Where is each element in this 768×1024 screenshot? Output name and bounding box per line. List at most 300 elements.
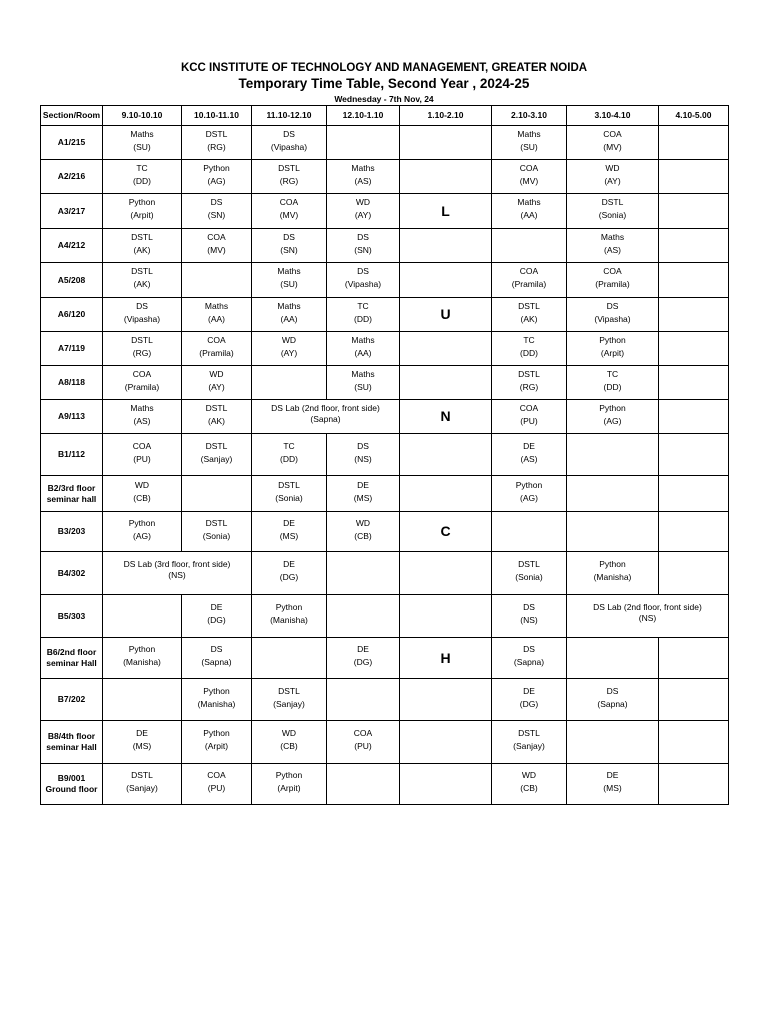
faculty-text: (Sapna) — [201, 657, 232, 667]
subject-text: DSTL — [131, 266, 153, 276]
subject-text: COA — [603, 266, 622, 276]
class-cell — [327, 194, 400, 229]
faculty-text: (NS) — [354, 453, 372, 464]
faculty-text: (AS) — [520, 453, 538, 464]
subject-text: Python — [128, 644, 156, 654]
subject-text: DS Lab (2nd floor, front side) — [271, 402, 380, 413]
faculty-text: (Sapna) — [597, 698, 628, 709]
faculty-text: (PU) — [520, 415, 538, 426]
empty-cell — [659, 126, 729, 160]
room-label: B6/2nd floor — [46, 647, 97, 657]
subject-text: DE — [357, 479, 369, 490]
class-cell — [327, 332, 400, 366]
class-cell — [327, 229, 400, 263]
subject-text: DS — [357, 231, 369, 242]
table-row — [41, 512, 729, 552]
subject-text: DSTL — [601, 197, 624, 207]
empty-cell — [327, 126, 400, 160]
class-cell — [492, 366, 567, 400]
class-cell — [252, 764, 327, 805]
class-cell — [103, 332, 182, 366]
subject-text: Python — [275, 770, 303, 780]
timetable-title: Temporary Time Table, Second Year , 2024-25 — [238, 76, 530, 91]
section-room-cell — [41, 229, 103, 263]
class-cell — [103, 764, 182, 805]
room-label: Ground floor — [45, 784, 98, 794]
faculty-text: (CB) — [133, 492, 151, 503]
faculty-text: (CB) — [520, 783, 538, 793]
faculty-text: (DD) — [354, 313, 372, 324]
class-cell — [252, 160, 327, 194]
subject-text: WD — [134, 479, 150, 490]
class-cell — [182, 126, 252, 160]
faculty-text: (NS) — [168, 570, 186, 580]
class-cell — [103, 366, 182, 400]
subject-text: DE — [357, 644, 369, 654]
lunch-cell — [400, 476, 492, 512]
time-slot-header: 9.10-10.10 — [103, 106, 182, 126]
class-cell — [252, 679, 327, 721]
faculty-text: (Sonia) — [515, 572, 543, 582]
subject-text: DSTL — [518, 559, 540, 569]
class-cell — [567, 160, 659, 194]
room-label: B5/303 — [57, 610, 86, 621]
class-cell — [182, 366, 252, 400]
class-cell — [492, 721, 567, 764]
faculty-text: (Sapna) — [310, 413, 341, 424]
subject-text: Maths — [517, 128, 541, 139]
room-label: seminar Hall — [46, 742, 97, 752]
section-room-cell — [41, 721, 103, 764]
subject-text: WD — [355, 517, 371, 528]
faculty-text: (AS) — [133, 415, 151, 426]
class-cell — [182, 160, 252, 194]
room-label: B4/302 — [57, 567, 86, 578]
class-cell — [567, 552, 659, 595]
faculty-text: (Manisha) — [270, 615, 308, 625]
faculty-text: (Vipasha) — [594, 313, 631, 324]
subject-text: Python — [203, 728, 230, 738]
faculty-text: (Arpit) — [600, 347, 625, 358]
subject-text: Python — [599, 334, 626, 345]
faculty-text: (DG) — [353, 657, 373, 667]
empty-cell — [659, 764, 729, 805]
room-label: A9/113 — [58, 411, 85, 421]
subject-text: Maths — [130, 402, 154, 413]
class-cell — [103, 160, 182, 194]
subject-text: DS Lab (3rd floor, front side) — [123, 559, 231, 569]
faculty-text: (Manisha) — [197, 698, 236, 709]
lunch-cell: U — [400, 298, 492, 332]
class-cell — [252, 229, 327, 263]
faculty-text: (AG) — [207, 175, 226, 186]
class-cell — [492, 400, 567, 434]
table-row — [41, 160, 729, 194]
section-room-header: Section/Room — [41, 106, 103, 126]
subject-text: DS — [606, 300, 619, 311]
class-cell — [492, 638, 567, 679]
faculty-text: (AK) — [208, 415, 225, 426]
empty-cell — [252, 366, 327, 400]
class-cell — [492, 298, 567, 332]
time-slot-header: 3.10-4.10 — [567, 106, 659, 126]
class-cell — [567, 400, 659, 434]
subject-text: Maths — [600, 231, 625, 242]
empty-cell — [103, 595, 182, 638]
table-row — [41, 476, 729, 512]
subject-text: COA — [132, 368, 152, 379]
section-room-cell — [41, 638, 103, 679]
timetable-grid — [40, 105, 729, 805]
subject-text: DSTL — [278, 685, 300, 696]
class-cell — [252, 434, 327, 476]
class-cell — [103, 476, 182, 512]
faculty-text: (MS) — [353, 492, 373, 503]
lunch-cell — [400, 679, 492, 721]
lab-cell — [252, 400, 400, 434]
subject-text: Python — [599, 402, 626, 413]
class-cell — [492, 476, 567, 512]
class-cell — [252, 332, 327, 366]
lunch-cell — [400, 366, 492, 400]
empty-cell — [659, 263, 729, 298]
subject-text: Python — [128, 517, 156, 528]
faculty-text: (AG) — [603, 415, 622, 426]
class-cell — [492, 126, 567, 160]
class-cell — [327, 434, 400, 476]
room-label: A2/216 — [57, 171, 86, 181]
room-label: seminar hall — [46, 493, 97, 504]
subject-text: DE — [283, 517, 295, 528]
subject-text: Maths — [130, 128, 154, 139]
lab-cell — [103, 552, 252, 595]
class-cell — [492, 332, 567, 366]
subject-text: COA — [603, 128, 622, 139]
table-row — [41, 679, 729, 721]
subject-text: COA — [132, 440, 152, 451]
section-room-cell — [41, 194, 103, 229]
header-row — [41, 106, 729, 126]
faculty-text: (SU) — [133, 141, 151, 152]
room-label: B7/202 — [57, 694, 86, 704]
empty-cell — [327, 595, 400, 638]
empty-cell — [182, 263, 252, 298]
subject-text: WD — [605, 162, 620, 173]
faculty-text: (SU) — [520, 141, 538, 152]
faculty-text: (AA) — [208, 313, 225, 324]
room-label: A6/120 — [57, 309, 86, 319]
table-row — [41, 721, 729, 764]
faculty-text: (AA) — [280, 313, 298, 324]
empty-cell — [327, 679, 400, 721]
table-row — [41, 366, 729, 400]
section-room-cell — [41, 764, 103, 805]
table-row — [41, 332, 729, 366]
lunch-cell — [400, 263, 492, 298]
faculty-text: (MV) — [603, 141, 622, 152]
lunch-cell — [400, 160, 492, 194]
faculty-text: (Arpit) — [277, 783, 301, 793]
subject-text: DSTL — [518, 728, 540, 738]
subject-text: COA — [207, 770, 226, 780]
class-cell — [567, 194, 659, 229]
subject-text: DSTL — [205, 440, 228, 451]
class-cell — [103, 229, 182, 263]
faculty-text: (NS) — [520, 615, 538, 625]
section-room-cell — [41, 512, 103, 552]
subject-text: DS — [523, 644, 535, 654]
empty-cell — [659, 434, 729, 476]
faculty-text: (AK) — [133, 244, 151, 255]
faculty-text: (AY) — [354, 210, 372, 220]
faculty-text: (Sonia) — [202, 530, 231, 541]
subject-text: Python — [515, 479, 543, 490]
class-cell — [182, 721, 252, 764]
class-cell — [327, 721, 400, 764]
section-room-cell — [41, 679, 103, 721]
subject-text: DS — [210, 644, 223, 654]
subject-text: DE — [136, 728, 148, 738]
section-room-cell — [41, 434, 103, 476]
class-cell — [567, 298, 659, 332]
subject-text: COA — [519, 402, 539, 413]
subject-text: Maths — [351, 334, 375, 345]
section-room-cell — [41, 476, 103, 512]
faculty-text: (Sanjay) — [200, 453, 233, 464]
faculty-text: (AK) — [133, 279, 151, 289]
faculty-text: (PU) — [133, 453, 151, 464]
institute-title: KCC INSTITUTE OF TECHNOLOGY AND MANAGEMENT, GREATER NOIDA — [180, 62, 588, 74]
subject-text: DE — [523, 440, 535, 451]
faculty-text: (AY) — [604, 175, 621, 186]
table-row — [41, 400, 729, 434]
subject-text: DSTL — [131, 334, 153, 345]
class-cell — [103, 434, 182, 476]
lunch-cell — [400, 332, 492, 366]
lunch-cell — [400, 434, 492, 476]
class-cell — [103, 126, 182, 160]
class-cell — [182, 332, 252, 366]
faculty-text: (RG) — [132, 347, 152, 358]
subject-text: DE — [210, 602, 223, 612]
empty-cell — [659, 638, 729, 679]
table-row — [41, 194, 729, 229]
class-cell — [252, 298, 327, 332]
faculty-text: (AS) — [604, 244, 621, 255]
class-cell — [567, 764, 659, 805]
class-cell — [103, 194, 182, 229]
class-cell — [567, 332, 659, 366]
empty-cell — [659, 160, 729, 194]
faculty-text: (DD) — [280, 453, 298, 464]
table-row — [41, 126, 729, 160]
subject-text: WD — [521, 770, 537, 780]
subject-text: TC — [357, 300, 369, 311]
class-cell — [103, 512, 182, 552]
subject-text: COA — [519, 266, 539, 276]
empty-cell — [252, 638, 327, 679]
faculty-text: (SN) — [280, 244, 298, 255]
class-cell — [182, 229, 252, 263]
subject-text: DE — [523, 685, 535, 696]
faculty-text: (MV) — [279, 210, 299, 220]
empty-cell — [659, 400, 729, 434]
empty-cell — [567, 638, 659, 679]
faculty-text: (AY) — [208, 381, 225, 392]
table-row — [41, 229, 729, 263]
class-cell — [252, 552, 327, 595]
room-label: B9/001 — [57, 773, 86, 783]
faculty-text: (Sanjay) — [513, 741, 545, 751]
room-label: A1/215 — [57, 137, 86, 147]
lunch-cell: C — [400, 512, 492, 552]
subject-text: COA — [519, 162, 539, 173]
section-room-cell — [41, 400, 103, 434]
subject-text: WD — [281, 334, 297, 345]
class-cell — [492, 764, 567, 805]
faculty-text: (Vipasha) — [344, 279, 382, 289]
faculty-text: (Manisha) — [593, 572, 632, 582]
empty-cell — [659, 194, 729, 229]
faculty-text: (Pramila) — [511, 279, 547, 289]
class-cell — [182, 679, 252, 721]
class-cell — [567, 229, 659, 263]
empty-cell — [567, 476, 659, 512]
class-cell — [182, 434, 252, 476]
subject-text: COA — [207, 231, 226, 242]
faculty-text: (Pramila) — [199, 347, 234, 358]
subject-text: WD — [355, 197, 371, 207]
subject-text: DSTL — [205, 402, 228, 413]
empty-cell — [659, 512, 729, 552]
empty-cell — [659, 476, 729, 512]
class-cell — [567, 679, 659, 721]
faculty-text: (RG) — [519, 381, 539, 392]
subject-text: DS — [523, 602, 535, 612]
class-cell — [103, 400, 182, 434]
time-slot-header: 1.10-2.10 — [400, 106, 492, 126]
subject-text: DSTL — [518, 300, 540, 311]
room-label: seminar Hall — [46, 658, 97, 668]
class-cell — [252, 595, 327, 638]
class-cell — [252, 194, 327, 229]
empty-cell — [327, 764, 400, 805]
faculty-text: (Pramila) — [124, 381, 160, 392]
subject-text: DS — [357, 266, 369, 276]
faculty-text: (DD) — [133, 175, 151, 186]
class-cell — [103, 298, 182, 332]
empty-cell — [327, 552, 400, 595]
faculty-text: (CB) — [354, 530, 372, 541]
faculty-text: (AK) — [520, 313, 538, 324]
subject-text: Maths — [277, 300, 301, 311]
faculty-text: (MV) — [207, 244, 226, 255]
empty-cell — [492, 512, 567, 552]
table-row — [41, 552, 729, 595]
table-row — [41, 263, 729, 298]
faculty-text: (SU) — [354, 381, 372, 392]
subject-text: COA — [279, 197, 299, 207]
lunch-cell — [400, 764, 492, 805]
faculty-text: (CB) — [280, 741, 298, 751]
class-cell — [327, 638, 400, 679]
room-label: A8/118 — [58, 377, 85, 387]
room-label: A3/217 — [57, 205, 86, 216]
table-row — [41, 434, 729, 476]
class-cell — [327, 263, 400, 298]
lunch-cell: H — [400, 638, 492, 679]
class-cell — [327, 298, 400, 332]
empty-cell — [567, 434, 659, 476]
empty-cell — [659, 721, 729, 764]
lunch-cell: L — [400, 194, 492, 229]
time-slot-header: 2.10-3.10 — [492, 106, 567, 126]
subject-text: DSTL — [205, 128, 228, 139]
faculty-text: (Arpit) — [130, 210, 154, 220]
subject-text: DS — [606, 685, 619, 696]
room-label: B1/112 — [58, 449, 85, 459]
faculty-text: (DG) — [279, 572, 299, 582]
subject-text: COA — [207, 334, 226, 345]
subject-text: Maths — [517, 197, 541, 207]
class-cell — [182, 400, 252, 434]
faculty-text: (DD) — [603, 381, 622, 392]
subject-text: DS Lab (2nd floor, front side) — [593, 602, 702, 612]
empty-cell — [567, 721, 659, 764]
subject-text: DE — [283, 559, 295, 569]
faculty-text: (SN) — [207, 210, 226, 220]
room-label: A5/208 — [57, 274, 86, 285]
class-cell — [492, 679, 567, 721]
lunch-cell — [400, 595, 492, 638]
faculty-text: (Vipasha) — [123, 313, 161, 324]
section-room-cell — [41, 595, 103, 638]
section-room-cell — [41, 552, 103, 595]
class-cell — [252, 263, 327, 298]
subject-text: DSTL — [205, 517, 228, 528]
date-line: Wednesday - 7th Nov, 24 — [334, 94, 434, 104]
class-cell — [252, 721, 327, 764]
faculty-text: (RG) — [279, 175, 299, 186]
empty-cell — [567, 512, 659, 552]
subject-text: Python — [128, 197, 156, 207]
subject-text: DSTL — [518, 368, 540, 379]
class-cell — [567, 126, 659, 160]
faculty-text: (DD) — [520, 347, 538, 358]
class-cell — [182, 638, 252, 679]
subject-text: Python — [203, 162, 230, 173]
section-room-cell — [41, 160, 103, 194]
empty-cell — [659, 552, 729, 595]
subject-text: DE — [606, 770, 619, 780]
lunch-cell — [400, 126, 492, 160]
section-room-cell — [41, 298, 103, 332]
subject-text: DS — [210, 197, 223, 207]
time-slot-header: 4.10-5.00 — [659, 106, 729, 126]
subject-text: DSTL — [131, 231, 153, 242]
faculty-text: (PU) — [207, 783, 226, 793]
table-row — [41, 638, 729, 679]
subject-text: DS — [283, 128, 295, 139]
class-cell — [327, 476, 400, 512]
class-cell — [567, 263, 659, 298]
class-cell — [492, 160, 567, 194]
class-cell — [182, 595, 252, 638]
class-cell — [492, 595, 567, 638]
lunch-cell — [400, 721, 492, 764]
faculty-text: (Sanjay) — [273, 698, 305, 709]
faculty-text: (DG) — [207, 615, 226, 625]
